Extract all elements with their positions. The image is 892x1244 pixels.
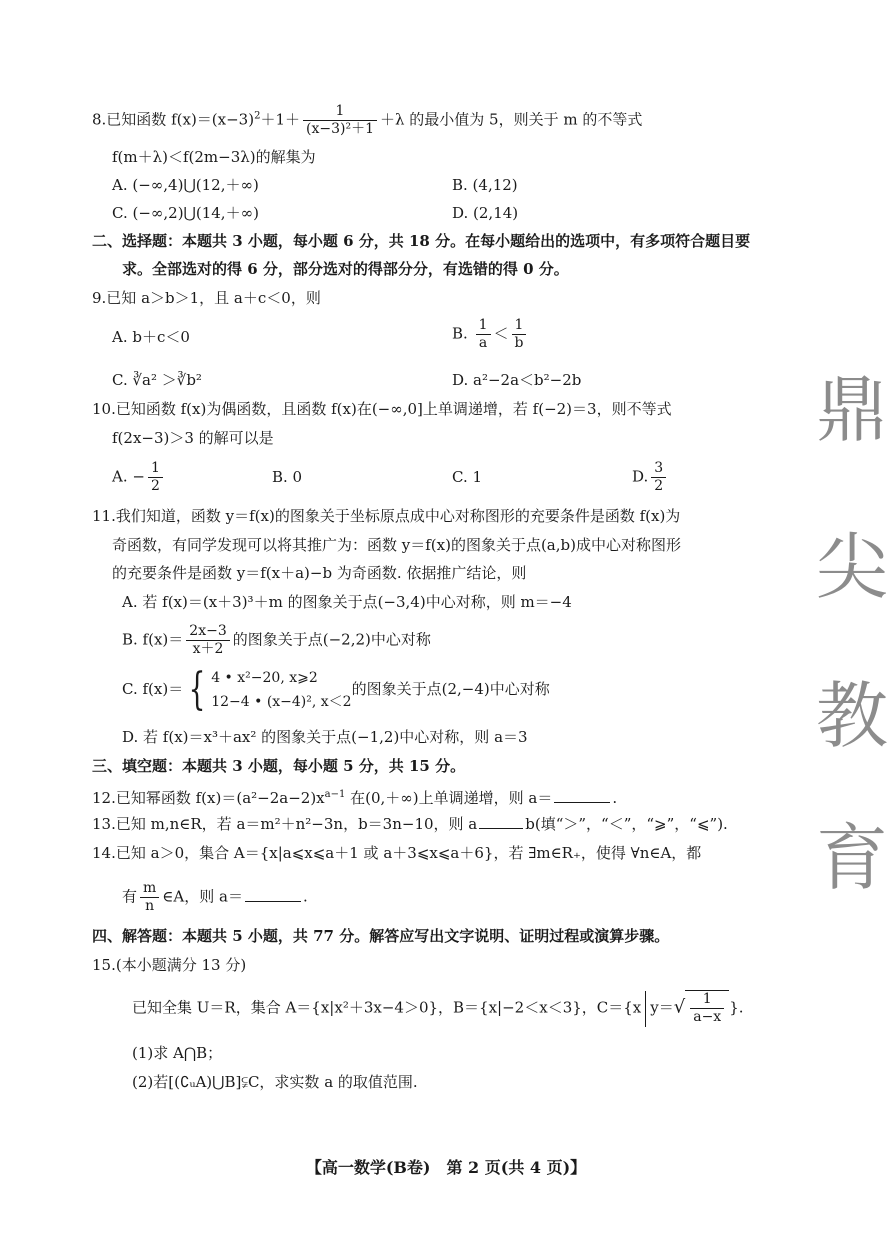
q13-post: b(填“＞”，“＜”，“⩾”，“⩽”). <box>525 815 728 833</box>
q15-sqrt-frac <box>690 991 724 1026</box>
q14-answer-blank[interactable] <box>245 901 301 902</box>
q9-b-label: B. <box>452 324 468 343</box>
section4-title: 四、解答题：本题共 5 小题，共 77 分。解答应写出文字说明、证明过程或演算步骤。 <box>92 927 670 945</box>
q8-frac-num: 1 <box>303 103 377 121</box>
q10-a-frac <box>148 460 163 495</box>
q10-d-d: 2 <box>654 478 664 494</box>
watermark-char-4: 育 <box>815 816 888 900</box>
q15-stem-y: y＝ <box>650 998 674 1017</box>
page-footer: 【高一数学(B卷) 第 2 页(共 4 页)】 <box>305 1158 587 1177</box>
q11-c-tail: 的图象关于点(2,−4)中心对称 <box>351 680 550 698</box>
section2-line2: 求。全部选对的得 6 分，部分选对的得部分分，有选错的得 0 分。 <box>122 260 569 278</box>
q8-lead: 8.已知函数 f(x)＝(x−3) <box>92 110 255 129</box>
q11-b-num: 2x−3 <box>186 623 229 641</box>
q10-line2: f(2x−3)＞3 的解可以是 <box>112 429 274 447</box>
q8-mid: ＋1＋ <box>260 110 300 129</box>
q13-line <box>92 814 728 834</box>
watermark-char-1: 鼎 <box>815 368 888 452</box>
q8-option-a: A. (−∞,4)⋃(12,＋∞) <box>112 176 259 194</box>
q9-b-n1: 1 <box>476 317 491 335</box>
q10-a-d: 2 <box>150 478 160 494</box>
q9-b-mid: ＜ <box>493 324 509 343</box>
q10-d-frac <box>651 460 666 495</box>
q12-exponent: a−1 <box>324 789 346 800</box>
q11-c-brace: { <box>188 664 206 715</box>
q15-set-bar <box>645 991 646 1027</box>
q12-answer-blank[interactable] <box>554 802 610 803</box>
q14-line1: 14.已知 a＞0，集合 A＝{x|a⩽x⩽a＋1 或 a＋3⩽x⩽a＋6}，若 ∃m∈R₊，使得 ∀n∈A，都 <box>92 844 702 862</box>
q13-answer-blank[interactable] <box>479 828 523 829</box>
q15-stem-pre: 已知全集 U＝R，集合 A＝{x|x²＋3x−4＞0}，B＝{x|−2＜x＜3}，C＝{x <box>132 998 642 1017</box>
q15-sqrt-n: 1 <box>690 991 724 1009</box>
q9-b-n2: 1 <box>512 317 527 335</box>
q9-stem: 9.已知 a＞b＞1，且 a＋c＜0，则 <box>92 289 321 307</box>
q15-sqrt-d: a−x <box>693 1009 722 1025</box>
q15-head: 15.(本小题满分 13 分) <box>92 956 247 974</box>
q10-a-label: A. − <box>112 467 145 486</box>
q11-option-c <box>122 666 550 714</box>
q10-d-label: D. <box>632 467 649 486</box>
q15-sqrt <box>685 990 729 1026</box>
q15-stem-end: }. <box>729 998 744 1017</box>
q12-post: 在(0,＋∞)上单调递增，则 a＝ <box>345 789 553 807</box>
q14-n: m <box>140 880 159 898</box>
q12-line <box>92 785 617 808</box>
q9-b-frac1 <box>476 317 491 352</box>
q9-option-a: A. b＋c＜0 <box>112 328 190 346</box>
q14-pre: 有 <box>122 887 138 906</box>
q11-b-den: x＋2 <box>192 641 224 657</box>
q15-stem <box>132 990 744 1027</box>
q14-line2 <box>122 880 308 915</box>
q9-b-d2: b <box>514 335 524 351</box>
q11-c-case1: 4 • x²−20, x⩾2 <box>211 670 318 686</box>
q11-b-label: B. f(x)＝ <box>122 630 184 649</box>
q15-sqrt-sign: √ <box>673 996 686 1018</box>
q14-frac <box>140 880 159 915</box>
q8-fraction <box>303 103 377 138</box>
q8-line2: f(m＋λ)＜f(2m−3λ)的解集为 <box>112 148 316 166</box>
q11-line1: 11.我们知道，函数 y＝f(x)的图象关于坐标原点成中心对称图形的充要条件是函数 f(x)为 <box>92 507 681 525</box>
q14-end: . <box>302 887 308 906</box>
q15-part1: (1)求 A⋂B； <box>132 1044 223 1062</box>
q11-option-d: D. 若 f(x)＝x³＋ax² 的图象关于点(−1,2)中心对称，则 a＝3 <box>122 728 528 746</box>
section2-line1: 二、选择题：本题共 3 小题，每小题 6 分，共 18 分。在每小题给出的选项中，有多项符合题目要 <box>92 232 751 250</box>
q8-option-b: B. (4,12) <box>452 176 518 194</box>
watermark-char-2: 尖 <box>815 525 888 609</box>
q11-option-b <box>122 623 431 658</box>
q8-frac-den: (x−3)²＋1 <box>306 121 374 137</box>
q11-c-cases <box>211 666 351 714</box>
q11-b-tail: 的图象关于点(−2,2)中心对称 <box>232 630 431 649</box>
watermark-char-3: 教 <box>815 674 888 758</box>
q9-option-d: D. a²−2a＜b²−2b <box>452 371 582 389</box>
q12-pre: 12.已知幂函数 f(x)＝(a²−2a−2)x <box>92 789 325 807</box>
q8-line1: 8.已知函数 $f(x)=(x-3)^2+1+$ $\frac{1}{\text{(x−3)²＋1}}$ ＋λ 的最小值为 5，则关于 m 的不等式 <box>92 103 643 137</box>
q11-c-case2: 12−4 • (x−4)², x＜2 <box>211 694 352 710</box>
q9-b-frac2 <box>512 317 527 352</box>
q10-option-b: B. 0 <box>272 468 303 486</box>
q8-option-c: C. (−∞,2)⋃(14,＋∞) <box>112 204 259 222</box>
q11-line3: 的充要条件是函数 y＝f(x＋a)−b 为奇函数. 依据推广结论，则 <box>112 564 527 582</box>
q14-d: n <box>145 898 155 914</box>
q10-option-c: C. 1 <box>452 468 483 486</box>
q9-b-d1: a <box>478 335 488 351</box>
q11-option-a: A. 若 f(x)＝(x＋3)³＋m 的图象关于点(−3,4)中心对称，则 m＝−4 <box>122 593 572 611</box>
q10-line1: 10.已知函数 f(x)为偶函数，且函数 f(x)在(−∞,0]上单调递增，若 f(−2)＝3，则不等式 <box>92 400 672 418</box>
q14-post: ∈A，则 a＝ <box>162 887 243 906</box>
q11-b-frac <box>186 623 229 658</box>
q10-a-n: 1 <box>148 460 163 478</box>
q13-pre: 13.已知 m,n∈R，若 a＝m²＋n²−3n，b＝3n−10，则 a <box>92 815 478 833</box>
q8-tail: ＋λ 的最小值为 5，则关于 m 的不等式 <box>379 110 643 129</box>
q9-option-b <box>452 317 529 352</box>
q10-d-n: 3 <box>651 460 666 478</box>
q9-option-c: C. ∛a² ＞∛b² <box>112 371 202 389</box>
q8-option-d: D. (2,14) <box>452 204 519 222</box>
q15-part2: (2)若[(∁ᵤA)⋃B]⫋C，求实数 a 的取值范围. <box>132 1073 418 1091</box>
section3-title: 三、填空题：本题共 3 小题，每小题 5 分，共 15 分。 <box>92 757 466 775</box>
q12-end: . <box>612 789 618 807</box>
q10-option-d <box>632 460 669 495</box>
q11-c-label: C. f(x)＝ <box>122 680 184 698</box>
q11-line2: 奇函数，有同学发现可以将其推广为：函数 y＝f(x)的图象关于点(a,b)成中心对称图形 <box>112 536 681 554</box>
q10-option-a <box>112 460 166 495</box>
